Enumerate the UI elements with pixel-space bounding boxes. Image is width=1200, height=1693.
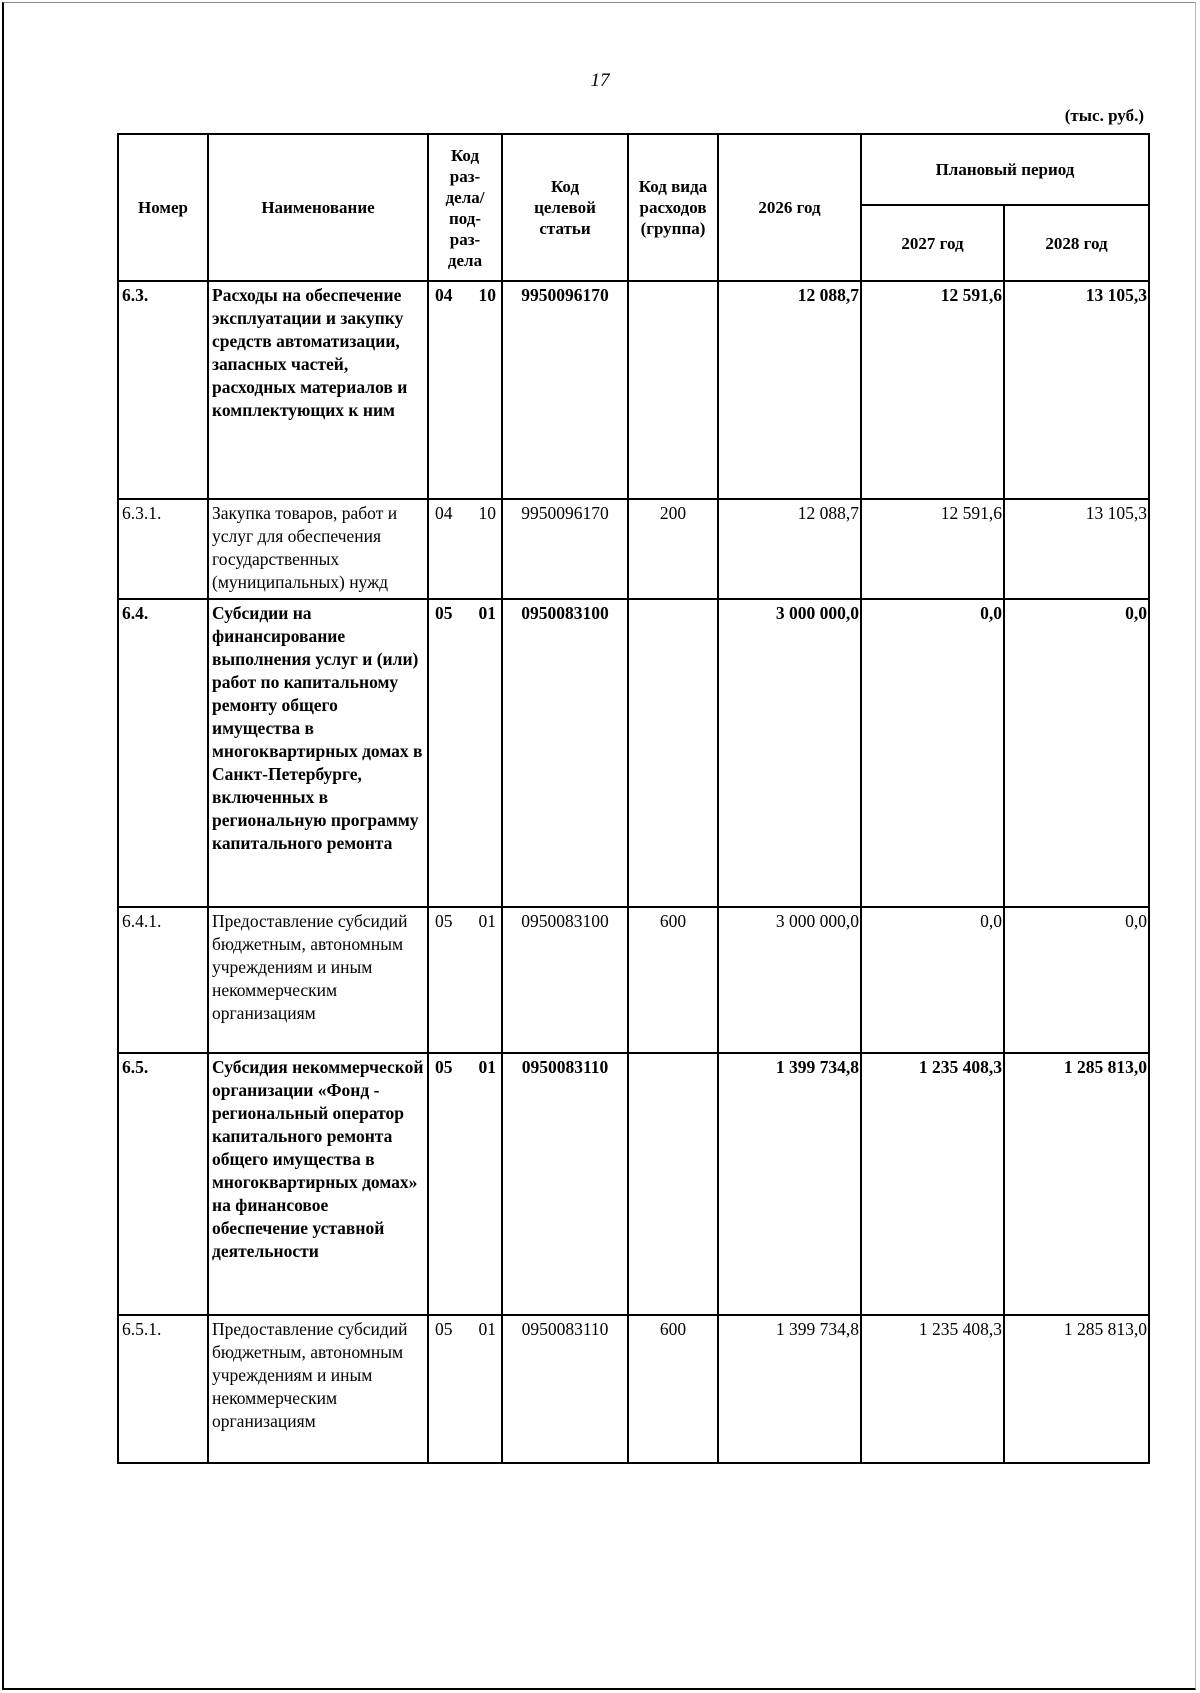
row-section: 04 (435, 285, 453, 305)
row-number: 6.3. (118, 281, 208, 499)
row-2026: 12 088,7 (718, 281, 861, 499)
row-2027: 0,0 (861, 599, 1004, 907)
row-2026: 1 399 734,8 (718, 1053, 861, 1315)
row-2027: 1 235 408,3 (861, 1315, 1004, 1463)
row-number: 6.5. (118, 1053, 208, 1315)
row-name: Предоставление субсидий бюджетным, автономным учреждениям и иным некоммерческим организациям (208, 907, 428, 1053)
row-2026: 3 000 000,0 (718, 599, 861, 907)
row-number: 6.3.1. (118, 499, 208, 599)
row-2028: 1 285 813,0 (1004, 1315, 1149, 1463)
row-section: 05 (435, 911, 453, 931)
row-2027: 12 591,6 (861, 499, 1004, 599)
row-name: Субсидия некоммерческой организации «Фонд - региональный оператор капитального ремонта общего имущества в многоквартирных домах» на финансовое обеспечение уставной деятельности (208, 1053, 428, 1315)
header-number: Номер (118, 134, 208, 281)
row-target-code: 9950096170 (502, 499, 628, 599)
header-section-code: Код раз-дела/ под-раз-дела (428, 134, 502, 281)
table-row (118, 281, 1149, 499)
row-target-code: 0950083110 (502, 1315, 628, 1463)
row-section-code (428, 1053, 502, 1315)
row-subsection: 10 (478, 285, 496, 305)
row-subsection: 01 (478, 1319, 496, 1339)
header-target-code: Код целевой статьи (502, 134, 628, 281)
header-expense-type: Код вида расходов (группа) (628, 134, 718, 281)
row-target-code: 0950083110 (502, 1053, 628, 1315)
table-row (118, 1053, 1149, 1315)
row-target-code: 0950083100 (502, 599, 628, 907)
header-year-2027: 2027 год (861, 205, 1004, 281)
row-name: Закупка товаров, работ и услуг для обеспечения государственных (муниципальных) нужд (208, 499, 428, 599)
row-section-code (428, 599, 502, 907)
row-expense-type: 600 (628, 907, 718, 1053)
row-2026: 12 088,7 (718, 499, 861, 599)
budget-table (117, 133, 1150, 1464)
row-section: 05 (435, 1057, 453, 1077)
row-section-code (428, 499, 502, 599)
row-subsection: 10 (478, 503, 496, 523)
row-number: 6.4. (118, 599, 208, 907)
row-2027: 12 591,6 (861, 281, 1004, 499)
row-section-code (428, 1315, 502, 1463)
row-2027: 1 235 408,3 (861, 1053, 1004, 1315)
row-2026: 3 000 000,0 (718, 907, 861, 1053)
row-2028: 0,0 (1004, 907, 1149, 1053)
header-year-2026: 2026 год (718, 134, 861, 281)
row-2028: 1 285 813,0 (1004, 1053, 1149, 1315)
row-expense-type (628, 599, 718, 907)
row-expense-type (628, 281, 718, 499)
row-target-code: 0950083100 (502, 907, 628, 1053)
header-planned-period: Плановый период (861, 134, 1149, 205)
table-row (118, 499, 1149, 599)
row-2028: 13 105,3 (1004, 281, 1149, 499)
table-row (118, 599, 1149, 907)
row-name: Субсидии на финансирование выполнения услуг и (или) работ по капитальному ремонту общего имущества в многоквартирных домах в Санкт-Петербурге, включенных в региональную программу капитального ремонта (208, 599, 428, 907)
row-section: 04 (435, 503, 453, 523)
row-number: 6.5.1. (118, 1315, 208, 1463)
row-target-code: 9950096170 (502, 281, 628, 499)
row-section: 05 (435, 603, 453, 623)
row-2028: 0,0 (1004, 599, 1149, 907)
row-section: 05 (435, 1319, 453, 1339)
unit-note: (тыс. руб.) (1064, 106, 1144, 125)
table-row (118, 1315, 1149, 1463)
row-2028: 13 105,3 (1004, 499, 1149, 599)
row-expense-type (628, 1053, 718, 1315)
row-expense-type: 200 (628, 499, 718, 599)
page-number: 17 (590, 70, 610, 91)
row-subsection: 01 (478, 911, 496, 931)
row-number: 6.4.1. (118, 907, 208, 1053)
row-name: Расходы на обеспечение эксплуатации и закупку средств автоматизации, запасных частей, расходных материалов и комплектующих к ним (208, 281, 428, 499)
row-2026: 1 399 734,8 (718, 1315, 861, 1463)
header-name: Наименование (208, 134, 428, 281)
row-2027: 0,0 (861, 907, 1004, 1053)
row-name: Предоставление субсидий бюджетным, автономным учреждениям и иным некоммерческим организациям (208, 1315, 428, 1463)
row-subsection: 01 (478, 1057, 496, 1077)
table-row (118, 907, 1149, 1053)
row-subsection: 01 (478, 603, 496, 623)
header-year-2028: 2028 год (1004, 205, 1149, 281)
row-expense-type: 600 (628, 1315, 718, 1463)
row-section-code (428, 907, 502, 1053)
row-section-code (428, 281, 502, 499)
